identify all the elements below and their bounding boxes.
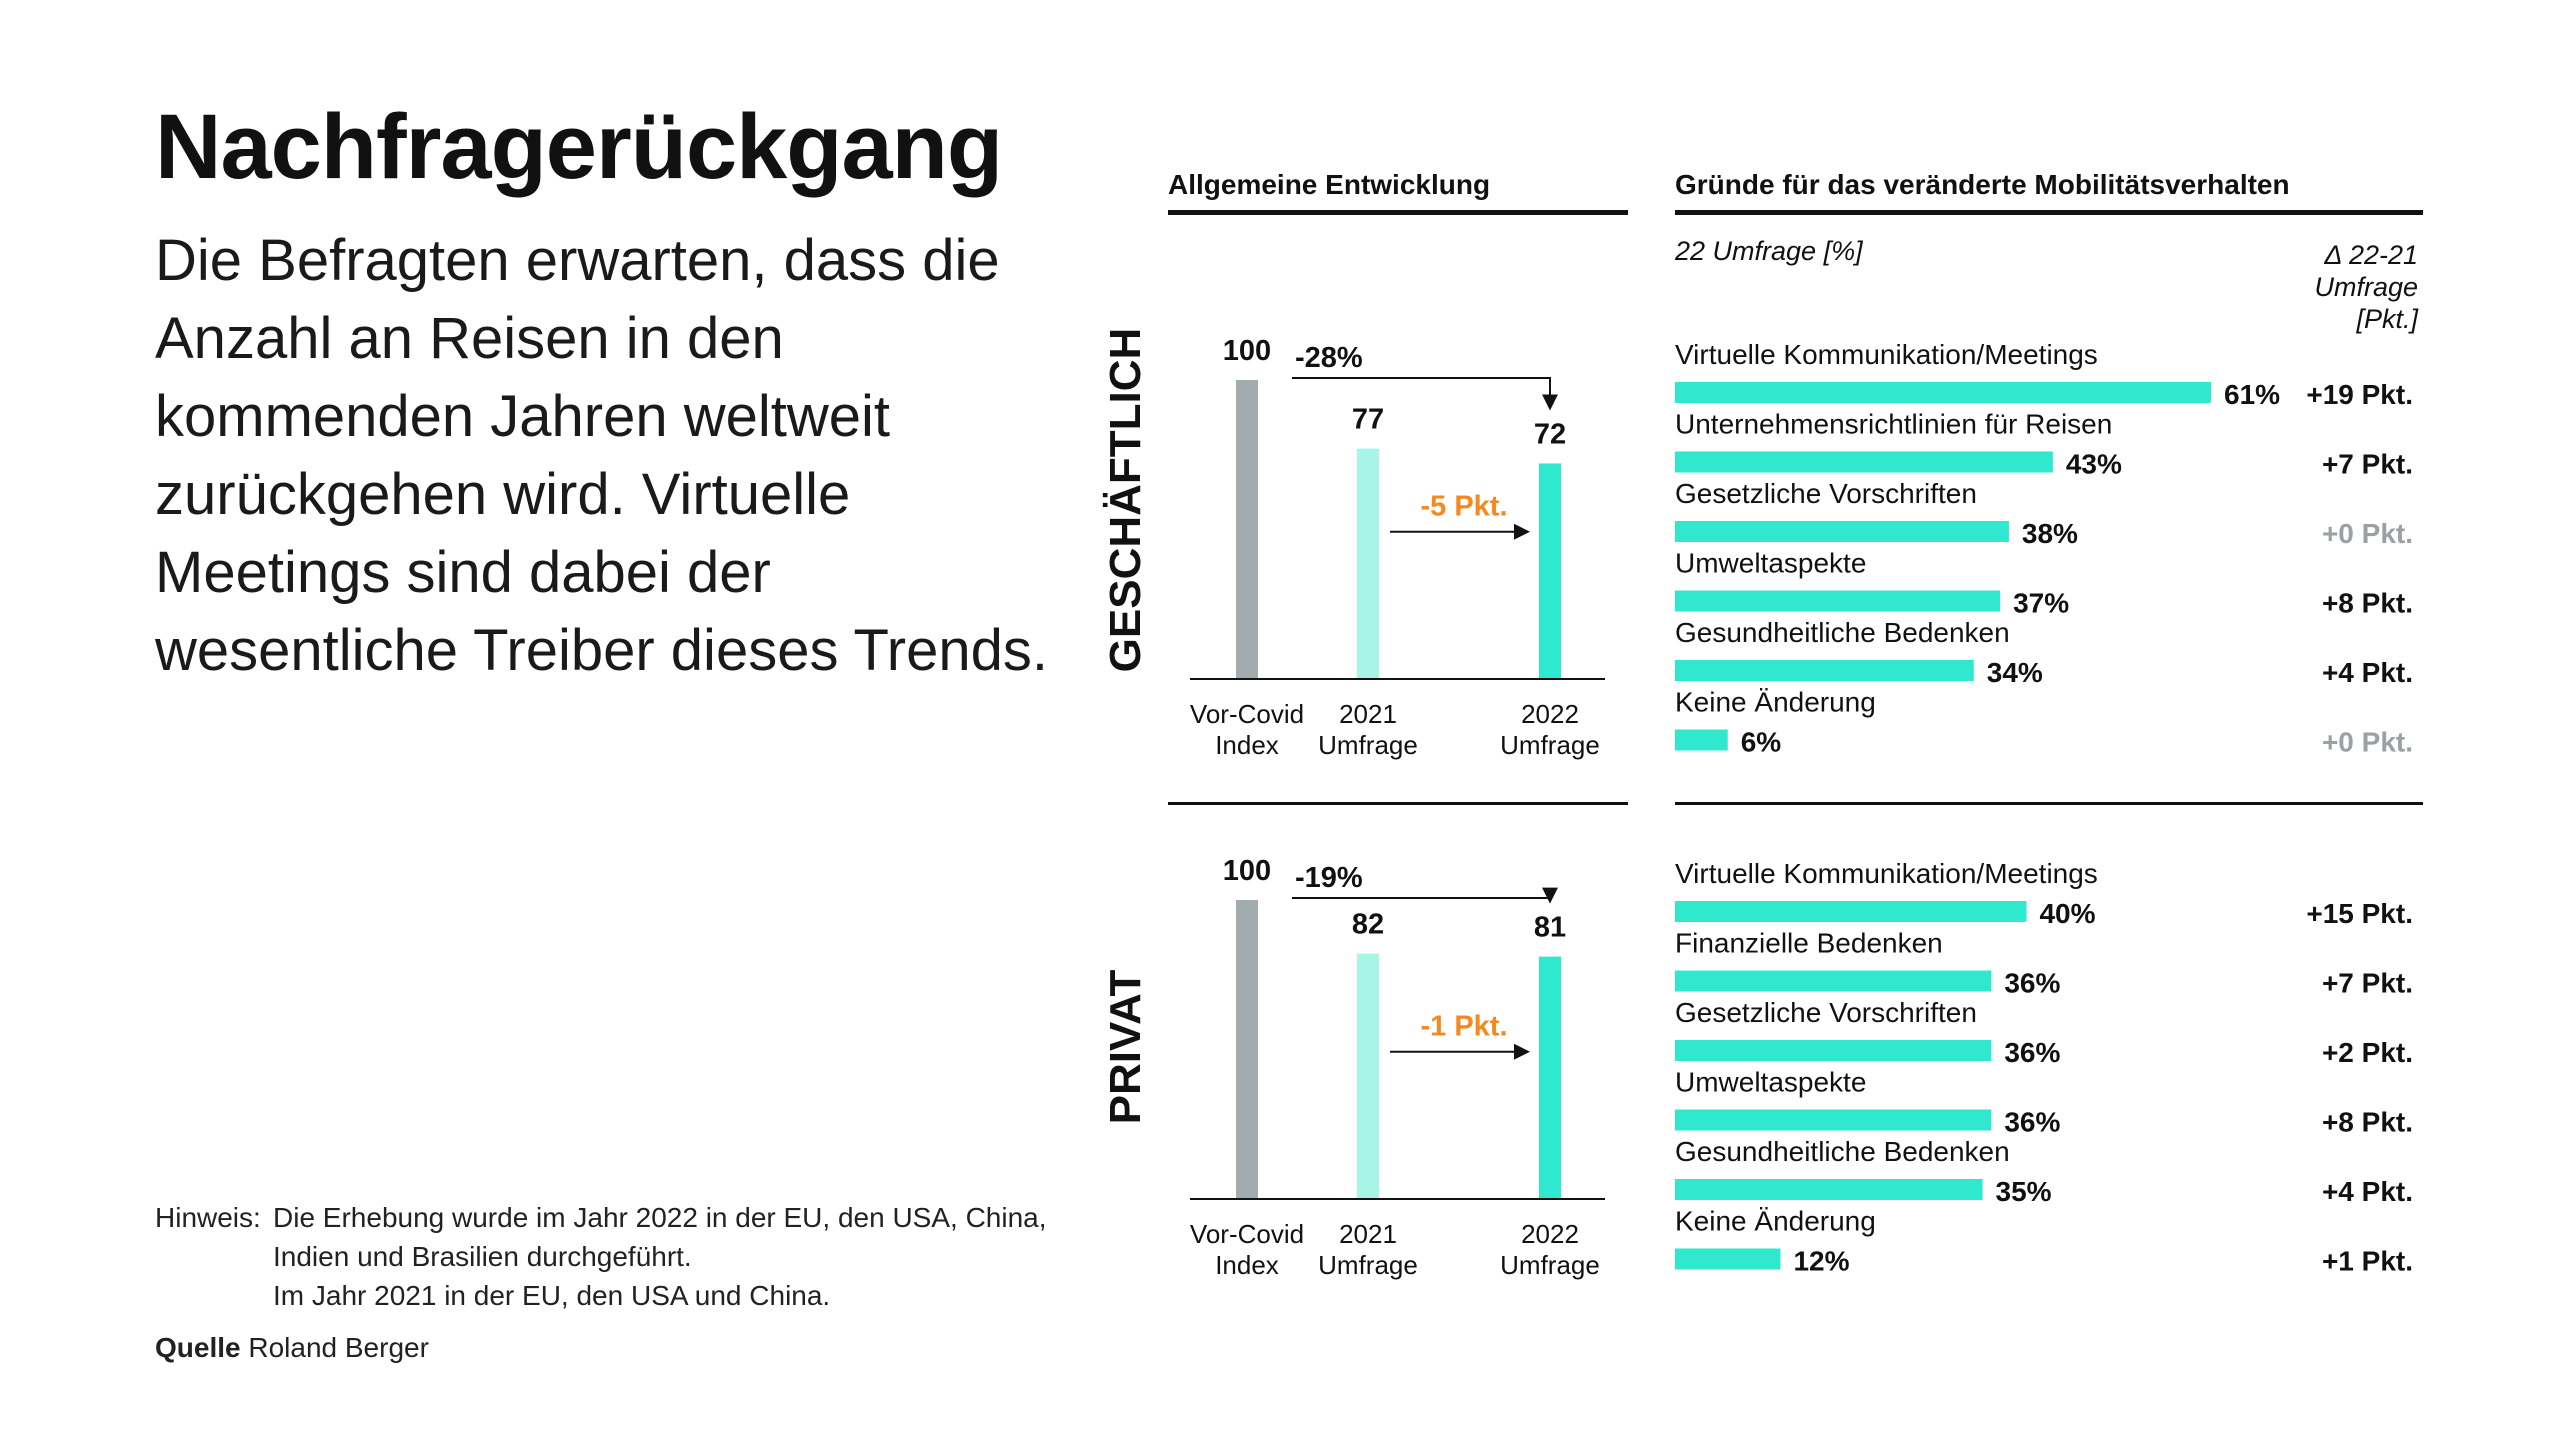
hbar-value-label: 34% <box>1986 657 2043 688</box>
hbar-value-label: 36% <box>2004 967 2061 999</box>
bar <box>1357 954 1379 1198</box>
tick-label: Index <box>1215 1250 1279 1280</box>
hbar-value-label: 6% <box>1740 726 1782 758</box>
bar-value-label: 100 <box>1222 335 1272 367</box>
change-header: [Pkt.] <box>2356 304 2418 334</box>
hbar-value-label: 38% <box>2021 518 2078 549</box>
category-label: Keine Änderung <box>1675 686 1876 718</box>
tick-label: Vor-Covid <box>1189 1219 1305 1249</box>
category-label: Finanzielle Bedenken <box>1675 927 1943 959</box>
hbar-value-label: 12% <box>1793 1245 1850 1277</box>
category-label: Keine Änderung <box>1675 1205 1876 1237</box>
tick-label: Umfrage <box>1500 730 1600 760</box>
total-change-label: -19% <box>1295 862 1363 894</box>
hbar <box>1675 730 1728 751</box>
change-value: +8 Pkt. <box>2321 1106 2413 1138</box>
hbar <box>1675 452 2053 473</box>
hbar <box>1675 591 2000 612</box>
hbar <box>1675 1110 1991 1131</box>
section-label: PRIVAT <box>1101 969 1150 1125</box>
bar-value-label: 100 <box>1222 855 1272 887</box>
bar-value-label: 81 <box>1533 911 1567 944</box>
year-change-label: -1 Pkt. <box>1420 1010 1508 1043</box>
right-title-rule <box>1675 210 2423 215</box>
bar <box>1539 957 1561 1198</box>
tick-label: Umfrage <box>1500 1250 1600 1280</box>
category-label: Virtuelle Kommunikation/Meetings <box>1675 339 2098 370</box>
change-value: +1 Pkt. <box>2321 1245 2413 1277</box>
total-change-arrow <box>1292 378 1550 408</box>
hbar <box>1675 1179 1983 1200</box>
tick-label: 2022 <box>1521 699 1579 729</box>
bar-value-label: 72 <box>1533 418 1567 451</box>
hbar <box>1675 382 2211 403</box>
tick-label: 2021 <box>1339 699 1397 729</box>
category-label: Gesetzliche Vorschriften <box>1675 997 1977 1028</box>
bar-value-label: 82 <box>1351 908 1385 941</box>
hbar-value-label: 37% <box>2013 587 2070 619</box>
change-value: +15 Pkt. <box>2306 898 2413 929</box>
right-divider <box>1675 802 2423 805</box>
category-label: Unternehmensrichtlinien für Reisen <box>1675 408 2113 440</box>
change-value: +7 Pkt. <box>2321 967 2413 999</box>
bar <box>1236 900 1258 1198</box>
bar <box>1539 463 1561 678</box>
hbar <box>1675 901 2026 922</box>
hbar-value-label: 61% <box>2224 379 2281 410</box>
hbar-value-label: 36% <box>2004 1106 2061 1138</box>
hbar <box>1675 1040 1991 1061</box>
note-line: Die Erhebung wurde im Jahr 2022 in der EU, den USA, China, <box>273 1202 1047 1233</box>
tick-label: 2022 <box>1521 1219 1579 1249</box>
bar <box>1236 380 1258 678</box>
total-change-label: -28% <box>1295 342 1363 374</box>
category-label: Gesundheitliche Bedenken <box>1675 617 2010 648</box>
left-divider <box>1168 802 1628 805</box>
category-label: Gesetzliche Vorschriften <box>1675 478 1977 509</box>
chart-baseline <box>1190 1198 1605 1200</box>
change-value: +0 Pkt. <box>2321 518 2413 549</box>
hbar <box>1675 660 1974 681</box>
total-change-arrow <box>1292 898 1550 902</box>
change-value: +4 Pkt. <box>2321 1176 2413 1207</box>
change-value: +7 Pkt. <box>2321 448 2413 480</box>
tick-label: Umfrage <box>1318 730 1418 760</box>
hbar <box>1675 971 1991 992</box>
change-header: Umfrage <box>2314 272 2418 302</box>
change-value: +0 Pkt. <box>2321 726 2413 758</box>
note-line: Im Jahr 2021 in der EU, den USA und China. <box>273 1280 831 1311</box>
note-line: Indien und Brasilien durchgeführt. <box>273 1241 692 1272</box>
bar <box>1357 449 1379 678</box>
left-chart-title: Allgemeine Entwicklung <box>1168 169 1491 200</box>
category-label: Umweltaspekte <box>1675 547 1867 579</box>
category-label: Virtuelle Kommunikation/Meetings <box>1675 858 2098 889</box>
note-label: Hinweis: <box>155 1202 261 1233</box>
tick-label: 2021 <box>1339 1219 1397 1249</box>
page-title: Nachfragerückgang <box>155 96 1003 198</box>
year-change-label: -5 Pkt. <box>1420 490 1508 523</box>
right-chart-subtitle: 22 Umfrage [%] <box>1675 236 1863 266</box>
change-value: +19 Pkt. <box>2306 379 2413 410</box>
left-title-rule <box>1168 210 1628 215</box>
section-label: GESCHÄFTLICH <box>1101 327 1150 673</box>
change-value: +4 Pkt. <box>2321 657 2413 688</box>
category-label: Gesundheitliche Bedenken <box>1675 1136 2010 1167</box>
hbar-value-label: 43% <box>2065 448 2122 480</box>
lead-text: Die Befragten erwarten, dass die Anzahl an Reisen in den kommenden Jahren weltweit zurückgehen wird. Virtuelle Meetings sind dabei der wesentliche Treiber dieses Trends. <box>155 228 1048 683</box>
tick-label: Vor-Covid <box>1189 699 1305 729</box>
change-header: Δ 22-21 <box>2324 240 2418 270</box>
source-label: Quelle <box>155 1332 241 1363</box>
hbar <box>1675 521 2009 542</box>
hbar <box>1675 1249 1780 1270</box>
right-chart-title: Gründe für das veränderte Mobilitätsverhalten <box>1675 169 2290 200</box>
chart-baseline <box>1190 678 1605 680</box>
hbar-value-label: 35% <box>1995 1176 2052 1207</box>
tick-label: Umfrage <box>1318 1250 1418 1280</box>
hbar-value-label: 36% <box>2004 1037 2061 1068</box>
change-value: +2 Pkt. <box>2321 1037 2413 1068</box>
hbar-value-label: 40% <box>2039 898 2096 929</box>
change-value: +8 Pkt. <box>2321 587 2413 619</box>
bar-value-label: 77 <box>1351 403 1385 436</box>
category-label: Umweltaspekte <box>1675 1066 1867 1098</box>
source-text: Roland Berger <box>248 1332 429 1363</box>
tick-label: Index <box>1215 730 1279 760</box>
